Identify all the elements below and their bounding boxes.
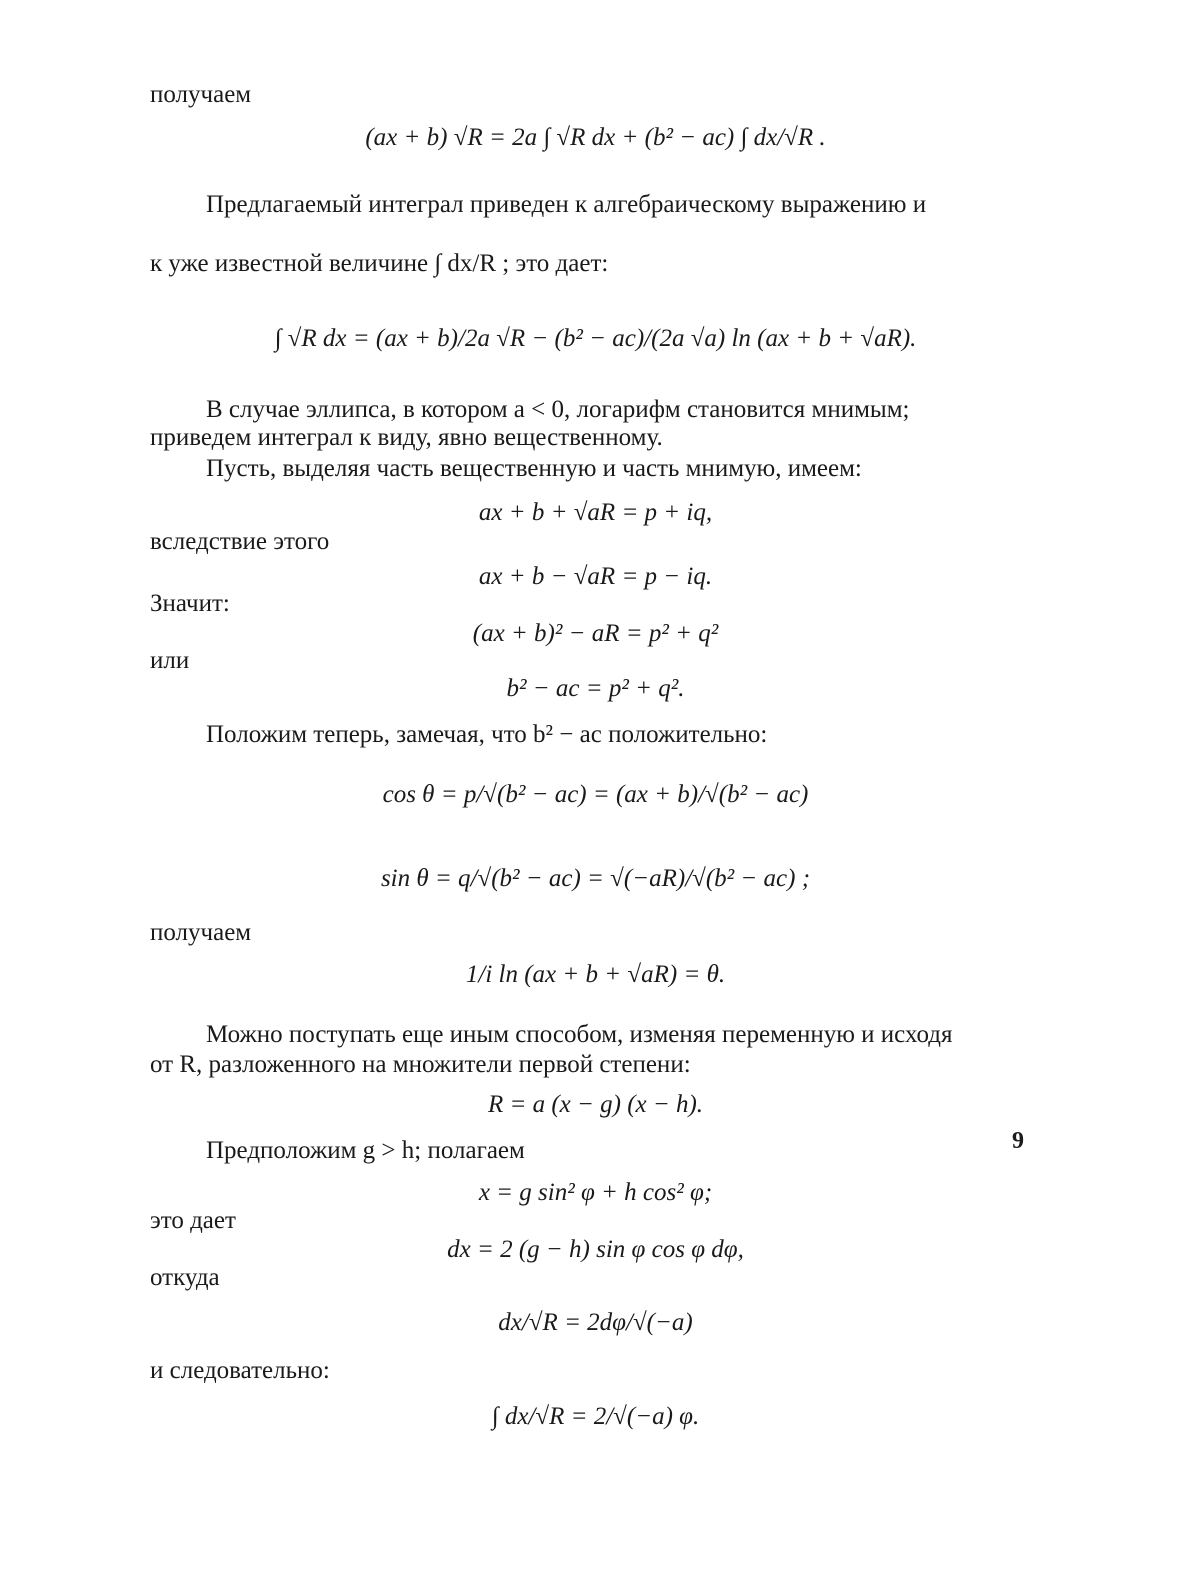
text-line: к уже известной величине ∫ dx/R ; это дает: [150, 250, 609, 277]
text-line: Пусть, выделяя часть вещественную и часть мнимую, имеем: [206, 455, 862, 482]
text-line: приведем интеграл к виду, явно вещественному. [150, 424, 663, 451]
text-line: Предположим g > h; полагаем [206, 1137, 525, 1164]
formula: (ax + b)² − aR = p² + q² [472, 620, 719, 647]
formula: (ax + b) √R = 2a ∫ √R dx + (b² − ac) ∫ dx/√R . [365, 124, 826, 151]
text-line: или [150, 647, 190, 674]
text-line: откуда [150, 1264, 220, 1291]
text-line: получаем [150, 919, 252, 946]
formula: b² − ac = p² + q². [506, 675, 685, 702]
formula: ax + b − √aR = p − iq. [478, 563, 713, 590]
text-line: Значит: [150, 590, 230, 617]
formula: dx/√R = 2dφ/√(−a) [498, 1309, 693, 1336]
formula: dx = 2 (g − h) sin φ cos φ dφ, [447, 1236, 744, 1263]
text-line: от R, разложенного на множители первой степени: [150, 1051, 691, 1078]
formula: cos θ = p/√(b² − ac) = (ax + b)/√(b² − ac) [382, 781, 809, 808]
text-line: В случае эллипса, в котором a < 0, логарифм становится мнимым; [206, 396, 910, 423]
text-line: получаем [150, 81, 252, 108]
formula: 1/i ln (ax + b + √aR) = θ. [465, 961, 726, 988]
page-number: 9 [1012, 1128, 1024, 1154]
text-line: вследствие этого [150, 528, 330, 555]
formula: x = g sin² φ + h cos² φ; [478, 1179, 713, 1206]
text-line: Предлагаемый интеграл приведен к алгебраическому выражению и [206, 191, 927, 218]
formula: ∫ dx/√R = 2/√(−a) φ. [491, 1403, 700, 1430]
formula: ax + b + √aR = p + iq, [478, 499, 713, 526]
formula: sin θ = q/√(b² − ac) = √(−aR)/√(b² − ac) ; [380, 865, 811, 892]
text-line: и следовательно: [150, 1357, 330, 1384]
formula: R = a (x − g) (x − h). [487, 1091, 704, 1118]
text-line: это дает [150, 1207, 236, 1234]
text-line: Положим теперь, замечая, что b² − ac положительно: [206, 721, 768, 748]
text-line: Можно поступать еще иным способом, изменяя переменную и исходя [206, 1021, 953, 1048]
formula: ∫ √R dx = (ax + b)/2a √R − (b² − ac)/(2a √a) ln (ax + b + √aR). [274, 325, 917, 352]
